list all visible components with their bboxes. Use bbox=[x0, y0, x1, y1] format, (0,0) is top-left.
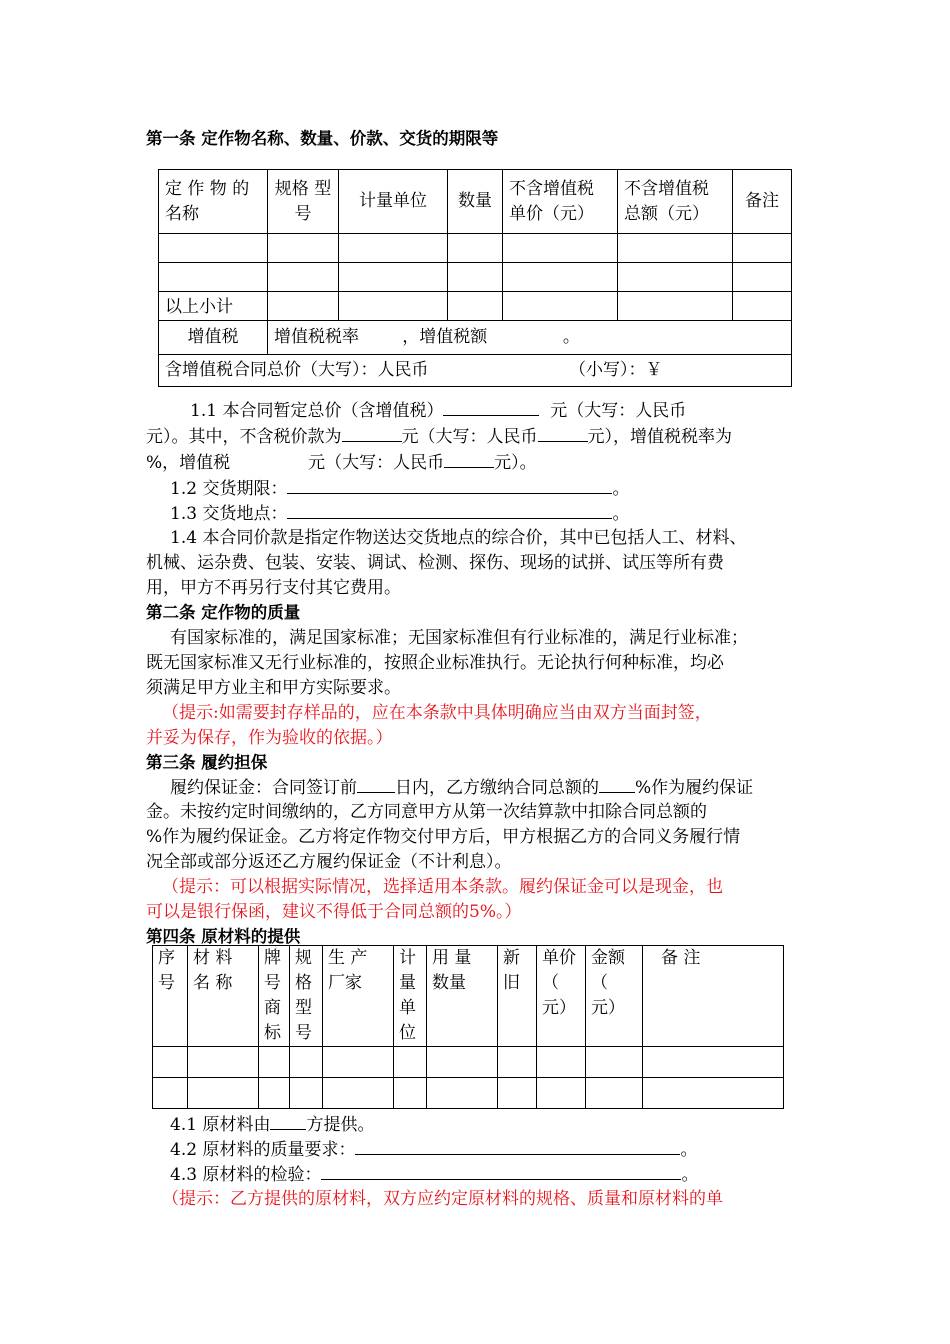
text: 4.2 原材料的质量要求： bbox=[170, 1140, 356, 1160]
text: 日内，乙方缴纳合同总额的 bbox=[395, 778, 599, 798]
article3-tip-line2: 可以是银行保函，建议不得低于合同总额的5%。） bbox=[146, 902, 522, 922]
article2-heading: 第二条 定作物的质量 bbox=[146, 603, 301, 622]
delivery-period-blank[interactable] bbox=[287, 476, 612, 494]
text: 元）。 bbox=[494, 453, 537, 473]
header-cell: 规格 型号 bbox=[268, 170, 339, 234]
table-row bbox=[153, 1078, 784, 1109]
article2-line2: 既无国家标准又无行业标准的，按照企业标准执行。无论执行何种标准，均必 bbox=[146, 653, 724, 673]
text: 4.1 原材料由 bbox=[170, 1115, 271, 1135]
text: 元），增值税税率为 bbox=[587, 427, 732, 447]
header-cell: 数量 bbox=[448, 170, 503, 234]
table-row bbox=[159, 263, 792, 292]
header-cell: 序号 bbox=[153, 946, 188, 1047]
article2-tip-line2: 并妥为保存，作为验收的依据。） bbox=[146, 728, 393, 748]
header-cell: 材 料 名 称 bbox=[188, 946, 259, 1047]
text: 1.3 交货地点： bbox=[170, 504, 288, 524]
header-cell: 金额 （ 元） bbox=[586, 946, 643, 1047]
text: 方提供。 bbox=[306, 1115, 375, 1135]
article3-line3: %作为履约保证金。乙方将定作物交付甲方后，甲方根据乙方的合同义务履行情 bbox=[146, 827, 741, 847]
text: 。 bbox=[681, 1165, 699, 1185]
blank[interactable] bbox=[444, 450, 494, 468]
text: 。 bbox=[612, 504, 630, 524]
article4-table bbox=[152, 945, 784, 1109]
vat-row bbox=[159, 321, 792, 355]
text: 履约保证金：合同签订前 bbox=[170, 778, 357, 798]
blank[interactable] bbox=[342, 424, 402, 442]
header-cell: 计量单位 bbox=[339, 170, 448, 234]
blank[interactable] bbox=[538, 424, 588, 442]
vat-text: 增值税税率 ，增值税额 。 bbox=[268, 321, 792, 355]
header-cell: 规格型号 bbox=[290, 946, 323, 1047]
article3-line1 bbox=[170, 775, 850, 801]
article3-line4: 况全部或部分返还乙方履约保证金（不计利息）。 bbox=[146, 852, 512, 872]
article4-tip: （提示：乙方提供的原材料，双方应约定原材料的规格、质量和原材料的单 bbox=[162, 1189, 723, 1209]
article4-heading: 第四条 原材料的提供 bbox=[146, 927, 301, 946]
inspection-blank[interactable] bbox=[321, 1162, 681, 1180]
article1-heading: 第一条 定作物名称、数量、价款、交货的期限等 bbox=[146, 129, 499, 148]
clause-4-3 bbox=[170, 1162, 850, 1188]
article3-heading: 第三条 履约担保 bbox=[146, 753, 268, 772]
total-text: 含增值税合同总价（大写）：人民币 （小写）：￥ bbox=[159, 355, 792, 387]
text: 。 bbox=[680, 1140, 698, 1160]
header-cell: 不含增值税 单价（元） bbox=[503, 170, 618, 234]
header-cell: 单价 （ 元） bbox=[537, 946, 586, 1047]
text: 元（大写：人民币 bbox=[550, 401, 687, 421]
clause-1-1-line3 bbox=[146, 450, 826, 476]
text: 元（大写：人民币 bbox=[401, 427, 538, 447]
text: 。 bbox=[612, 479, 630, 499]
quality-blank[interactable] bbox=[355, 1137, 680, 1155]
text: 4.3 原材料的检验： bbox=[170, 1165, 322, 1185]
vat-label: 增值税 bbox=[159, 321, 268, 355]
days-blank[interactable] bbox=[357, 775, 395, 793]
blank[interactable] bbox=[443, 398, 539, 416]
header-cell: 计量单位 bbox=[394, 946, 427, 1047]
supplier-blank[interactable] bbox=[270, 1112, 306, 1130]
text: %，增值税 bbox=[146, 453, 231, 473]
text: 1.1 本合同暂定总价（含增值税） bbox=[190, 401, 444, 421]
header-cell: 备 注 bbox=[643, 946, 784, 1047]
table-row bbox=[153, 1047, 784, 1078]
article3-tip-line1: （提示：可以根据实际情况，选择适用本条款。履约保证金可以是现金，也 bbox=[162, 877, 723, 897]
article2-tip-line1: （提示:如需要封存样品的，应在本条款中具体明确应当由双方当面封签， bbox=[162, 703, 712, 723]
clause-1-1-line2 bbox=[146, 424, 826, 450]
header-cell: 牌号商标 bbox=[259, 946, 290, 1047]
text: 元）。其中，不含税价款为 bbox=[146, 427, 342, 447]
text: %作为履约保证 bbox=[635, 778, 754, 798]
text: 元（大写：人民币 bbox=[308, 453, 445, 473]
article2-line3: 须满足甲方业主和甲方实际要求。 bbox=[146, 678, 401, 698]
subtotal-label: 以上小计 bbox=[159, 292, 268, 321]
percent-blank[interactable] bbox=[599, 775, 635, 793]
total-row bbox=[159, 355, 792, 387]
article3-line2: 金。未按约定时间缴纳的，乙方同意甲方从第一次结算款中扣除合同总额的 bbox=[146, 802, 707, 822]
header-cell: 不含增值税 总额（元） bbox=[618, 170, 733, 234]
header-cell: 备注 bbox=[733, 170, 792, 234]
article1-table bbox=[158, 169, 792, 387]
clause-1-4-line2: 机械、运杂费、包装、安装、调试、检测、探伤、现场的试拼、试压等所有费 bbox=[146, 553, 724, 573]
text: 1.2 交货期限： bbox=[170, 479, 288, 499]
delivery-place-blank[interactable] bbox=[287, 501, 612, 519]
subtotal-row bbox=[159, 292, 792, 321]
header-cell: 用 量 数量 bbox=[427, 946, 498, 1047]
header-cell: 定 作 物 的 名称 bbox=[159, 170, 268, 234]
clause-1-2 bbox=[170, 476, 850, 502]
clause-4-2 bbox=[170, 1137, 850, 1163]
clause-1-1-line1 bbox=[190, 398, 870, 424]
article2-line1: 有国家标准的，满足国家标准；无国家标准但有行业标准的，满足行业标准； bbox=[170, 628, 748, 648]
clause-1-3 bbox=[170, 501, 850, 527]
header-cell: 生 产 厂家 bbox=[323, 946, 394, 1047]
clause-1-4-line3: 用，甲方不再另行支付其它费用。 bbox=[146, 578, 401, 598]
clause-1-4-line1: 1.4 本合同价款是指定作物送达交货地点的综合价，其中已包括人工、材料、 bbox=[170, 528, 747, 548]
clause-4-1 bbox=[170, 1112, 850, 1138]
header-cell: 新旧 bbox=[498, 946, 537, 1047]
table-row bbox=[159, 234, 792, 263]
